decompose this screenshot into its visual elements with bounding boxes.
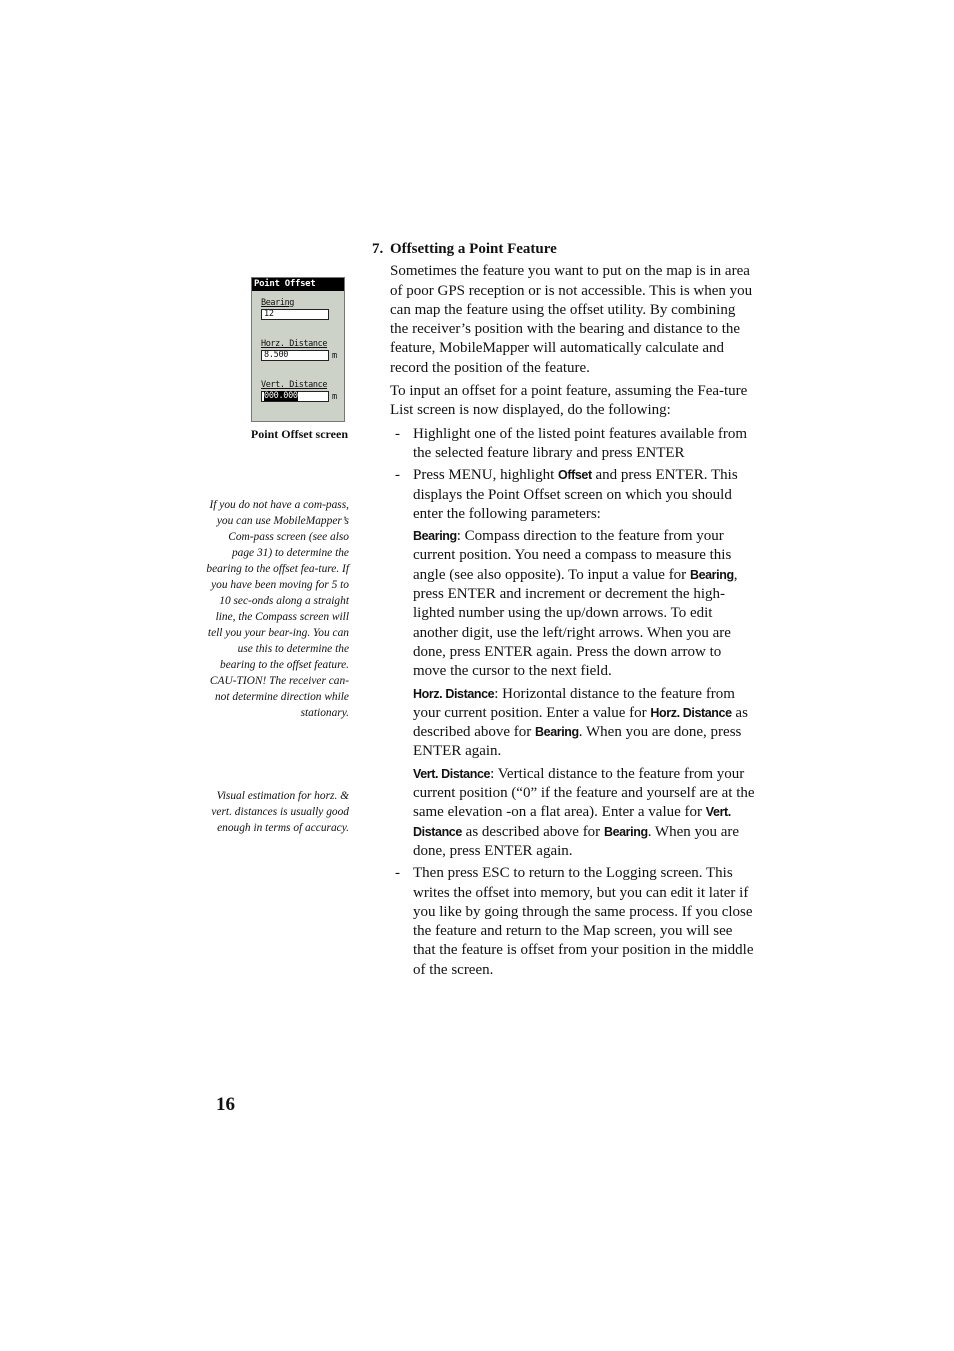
param-text: : Vertical distance to the feature from your current position (“0” if the feature and yourself are at the same elevation -on a flat area). Enter a value for (413, 765, 755, 821)
keyword: Bearing (413, 529, 457, 544)
step-text: and press ENTER. This displays the Point Offset screen on which you should enter the following parameters: (413, 467, 738, 522)
side-note-estimation (205, 788, 349, 836)
device-bearing-label: Bearing (261, 298, 295, 308)
device-horz-field: 8.500 (261, 350, 329, 361)
keyword: Horz. Distance (413, 686, 495, 701)
list-item (395, 425, 757, 464)
point-offset-screen-image (251, 277, 345, 422)
keyword: Bearing (603, 824, 648, 839)
step-text: Then press ESC to return to the Logging screen. This writes the offset into memory, but you can edit it later if you like by going through the same process. If you close the feature and return to the Map screen, you will see that the feature is offset from your position in the middle of the screen. (413, 865, 754, 978)
section-number: 7. (372, 241, 384, 257)
keyword: Vert. Distance (413, 805, 731, 839)
keyword: Vert. Distance (413, 766, 491, 781)
figure-caption: Point Offset screen (250, 427, 348, 441)
page-number: 16 (216, 1094, 235, 1115)
param-horz-distance (413, 685, 757, 762)
list-dash: - (395, 467, 400, 484)
device-vert-value: 000.000 (264, 391, 298, 401)
device-horz-unit: m (332, 351, 338, 361)
keyword: Horz. Distance (650, 705, 732, 720)
device-vert-field (261, 391, 329, 402)
param-text: . When you are done, press ENTER again. (413, 724, 742, 760)
keyword: Offset (558, 468, 592, 483)
step-text: Press MENU, highlight (413, 467, 559, 484)
intro-paragraph: Sometimes the feature you want to put on the map is in area of poor GPS reception or is not accessible. This is when you can map the feature using the offset utility. By combining the receiver’s position with the bearing and distance to the feature, MobileMapper will automatically calculate and record the position of the feature. (390, 263, 753, 376)
keyword: Bearing (689, 567, 734, 582)
side-note-compass (205, 497, 349, 721)
section-heading (372, 240, 757, 259)
list-dash: - (395, 865, 400, 882)
list-item (395, 864, 757, 980)
param-text: . When you are done, press ENTER again. (413, 823, 740, 859)
step-text: Highlight one of the listed point features available from the selected feature library and press ENTER (413, 425, 748, 461)
side-note-text: Visual estimation for horz. & vert. distances is usually good enough in terms of accuracy. (211, 790, 349, 834)
param-bearing (413, 527, 757, 681)
param-text: : Compass direction to the feature from your current position. You need a compass to measure this angle (see also opposite). To input a value for (413, 528, 732, 583)
list-dash: - (395, 425, 400, 442)
intro-paragraph: To input an offset for a point feature, assuming the Fea-ture List screen is now displayed, do the following: (390, 383, 748, 419)
device-title: Point Offset (252, 278, 344, 291)
param-vert-distance (413, 765, 757, 861)
main-column (372, 240, 757, 983)
section-title: Offsetting a Point Feature (390, 241, 557, 257)
device-vert-unit: m (332, 392, 338, 402)
param-text: as described above for (461, 823, 604, 840)
list-item (395, 466, 757, 524)
side-note-text: If you do not have a com-pass, you can use MobileMapper’s Com-pass screen (see also page 31) to determine the bearing to the offset fea-ture. If you have been moving for 5 to 10 sec-onds along a straight line, the Compass screen will tell you your bear-ing. You can use this to determine the bearing to the offset feature. CAU-TION! The receiver can-not determine direction while stationary. (206, 499, 349, 719)
param-text: as described above for (413, 704, 748, 741)
param-text: , press ENTER and increment or decrement the high-lighted number using the up/down arrows. To edit another digit, use the left/right arrows. When you are done, press ENTER again. Press the down arrow to move the cursor to the next field. (413, 566, 738, 680)
keyword: Bearing (535, 725, 579, 740)
device-vert-label: Vert. Distance (261, 380, 328, 390)
device-horz-label: Horz. Distance (261, 339, 328, 349)
param-text: : Horizontal distance to the feature from your current position. Enter a value for (413, 685, 735, 721)
device-bearing-field: 12 (261, 309, 329, 320)
